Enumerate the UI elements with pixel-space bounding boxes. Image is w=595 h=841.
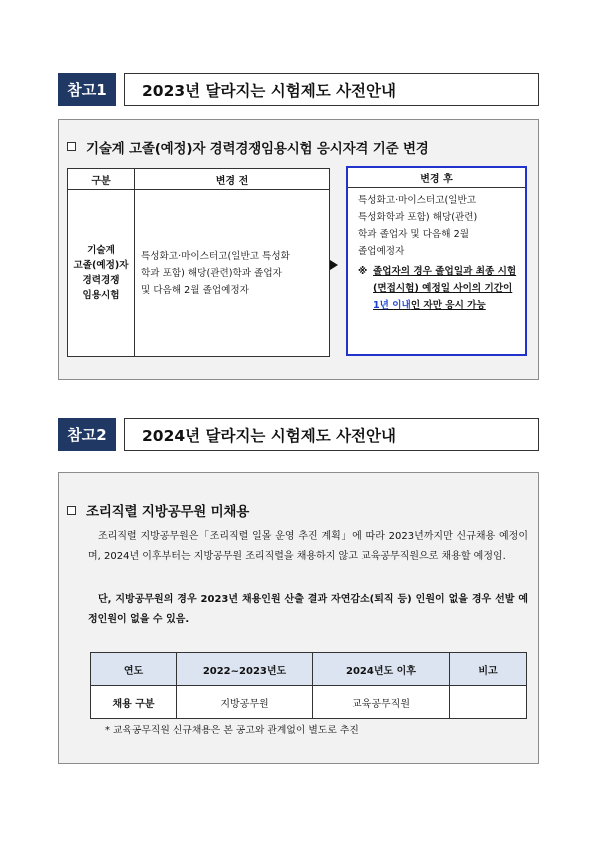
- note-highlight: 1년 이내: [373, 300, 411, 311]
- before-line: 특성화고·마이스터고(일반고 특성화: [141, 250, 290, 262]
- category-line: 임용시험: [82, 290, 120, 301]
- row-label: 채용 구분: [91, 686, 177, 719]
- before-cell: [135, 190, 330, 357]
- note-text: [373, 263, 518, 314]
- section2-heading: 조리직렬 지방공무원 미채용: [86, 504, 250, 520]
- col-2024-header: 2024년도 이후: [313, 653, 450, 686]
- after-line: 특성화고·마이스터고(일반고: [358, 195, 477, 206]
- arrow-right-icon: [330, 260, 338, 270]
- after-line: 특성화학과 포함) 해당(관련): [358, 212, 478, 223]
- category-line: 경력경쟁: [82, 275, 120, 286]
- hiring-table: [90, 652, 527, 719]
- after-change-box: [346, 166, 527, 356]
- section2-title: 2024년 달라지는 시험제도 사전안내: [124, 418, 539, 451]
- after-line: 졸업예정자: [358, 246, 405, 257]
- note-mark: ※: [358, 266, 368, 277]
- col-year-header: 연도: [91, 653, 177, 686]
- before-line: 학과 포함) 해당(관련)학과 졸업자: [141, 267, 282, 279]
- section1-title: 2023년 달라지는 시험제도 사전안내: [124, 73, 539, 106]
- cell-2024: 교육공무직원: [313, 686, 450, 719]
- col-after-header: 변경 후: [348, 168, 525, 188]
- table-row: [91, 686, 527, 719]
- after-line: 학과 졸업자 및 다음해 2월: [358, 229, 469, 240]
- section1-tag: 참고1: [58, 73, 116, 106]
- before-line: 및 다음해 2월 졸업예정자: [141, 284, 249, 296]
- col-before-header: 변경 전: [135, 169, 330, 190]
- category-line: 기술계: [87, 245, 115, 256]
- checkbox-square-icon: [67, 506, 76, 515]
- col-remarks-header: 비고: [450, 653, 527, 686]
- checkbox-square-icon: [67, 142, 76, 151]
- note-part2: 인 자만 응시 가능: [410, 300, 486, 311]
- paragraph-1: 조리직렬 지방공무원은「조리직렬 일몰 운영 추진 계획」에 따라 2023년까지만 신규채용 예정이며, 2024년 이후부터는 지방공무원 조리직렬을 채용하지 않고 교육공무직원으로 채용할 예정임.: [88, 531, 528, 562]
- col-2022-2023-header: 2022~2023년도: [177, 653, 313, 686]
- cell-remarks: [450, 686, 527, 719]
- after-note: [358, 263, 518, 314]
- cell-2022-2023: 지방공무원: [177, 686, 313, 719]
- category-line: 고졸(예정)자: [73, 260, 129, 271]
- category-cell: [68, 190, 135, 357]
- col-category-header: 구분: [68, 169, 135, 190]
- after-cell: [348, 188, 525, 314]
- criteria-change-table: [67, 168, 330, 357]
- footnote: * 교육공무직원 신규채용은 본 공고와 관계없이 별도로 추진: [105, 725, 359, 736]
- paragraph-2: 단, 지방공무원의 경우 2023년 채용인원 산출 결과 자연감소(퇴직 등) 인원이 없을 경우 선발 예정인원이 없을 수 있음.: [88, 594, 528, 625]
- section1-heading: 기술계 고졸(예정)자 경력경쟁임용시험 응시자격 기준 변경: [86, 141, 429, 157]
- note-part1: 졸업자의 경우 졸업일과 최종 시험(면접시험) 예정일 사이의 기간이: [373, 266, 517, 294]
- section2-tag: 참고2: [58, 418, 116, 451]
